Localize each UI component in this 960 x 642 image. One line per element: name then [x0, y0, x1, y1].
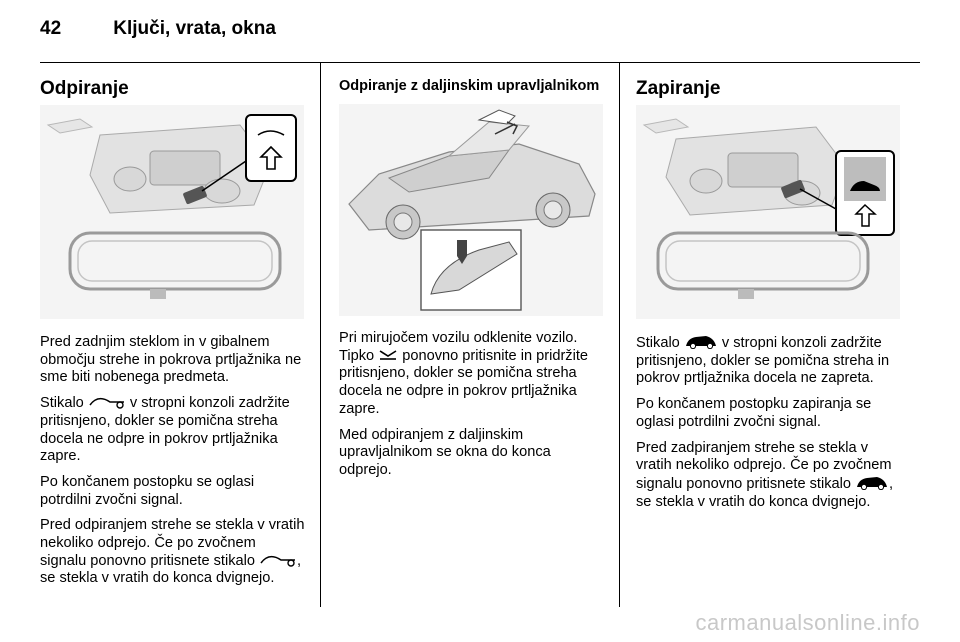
paragraph: Pri mirujočem vozilu odklenite vozilo.: [339, 330, 578, 346]
roof-close-icon: [684, 334, 718, 349]
paragraph: Stikalo v stropni konzoli zadržite pritisnjeno, dokler se pomična streha docela ne odpre in pokrov prtljažnika zapre.: [40, 395, 290, 465]
watermark: carmanualsonline.info: [695, 610, 920, 635]
ceiling-console-close-illustration: [636, 105, 900, 319]
ceiling-console-illustration: [40, 105, 304, 319]
section-heading: Odpiranje z daljinskim upravljalnikom: [339, 78, 600, 94]
roof-close-icon: [855, 475, 889, 490]
column-opening: [40, 70, 129, 100]
column-remote-opening: [339, 70, 599, 94]
header-rule: [40, 62, 920, 63]
column-text: [339, 330, 605, 488]
column-text: [636, 334, 904, 519]
paragraph: Pred odpiranjem strehe se stekla v vratih nekoliko odprejo. Če po zvočnem signalu ponovno pritisnete stikalo , se stekla v vratih do konca dvignejo.: [40, 517, 305, 587]
paragraph: Pred zadnjim steklom in v gibalnem območju strehe in pokrova prtljažnika ne sme biti nobenega predmeta.: [40, 334, 302, 386]
column-text: [40, 334, 306, 596]
page-header: [40, 18, 276, 40]
section-heading: Zapiranje: [636, 78, 721, 99]
chapter-title: Ključi, vrata, okna: [113, 18, 276, 39]
roof-open-icon: [259, 553, 297, 567]
page-number: 42: [40, 18, 62, 39]
car-and-key-illustration: [339, 104, 603, 316]
paragraph: Pred zadpiranjem strehe se stekla v vratih nekoliko odprejo. Če po zvočnem signalu ponovno pritisnete stikalo , se stekla v vratih do konca dvignejo.: [636, 439, 894, 510]
column-closing: [636, 70, 720, 100]
roof-open-icon: [88, 395, 126, 409]
section-heading: Odpiranje: [40, 78, 129, 99]
column-divider: [619, 62, 620, 607]
paragraph: Po končanem postopku zapiranja se oglasi potrdilni zvočni signal.: [636, 396, 872, 430]
roof-key-icon: [378, 348, 398, 362]
paragraph: Stikalo v stropni konzoli zadržite pritisnjeno, dokler se pomična streha in pokrov prtljažnika docela ne zapreta.: [636, 335, 890, 387]
paragraph: Tipko ponovno pritisnite in pridržite pritisnjeno, dokler se pomična streha docela ne odpre in pokrov prtljažnika zapre.: [339, 347, 589, 417]
paragraph: Po končanem postopku se oglasi potrdilni zvočni signal.: [40, 473, 255, 508]
column-divider: [320, 62, 321, 607]
paragraph: Med odpiranjem z daljinskim upravljalnikom se okna do konca odprejo.: [339, 426, 551, 478]
